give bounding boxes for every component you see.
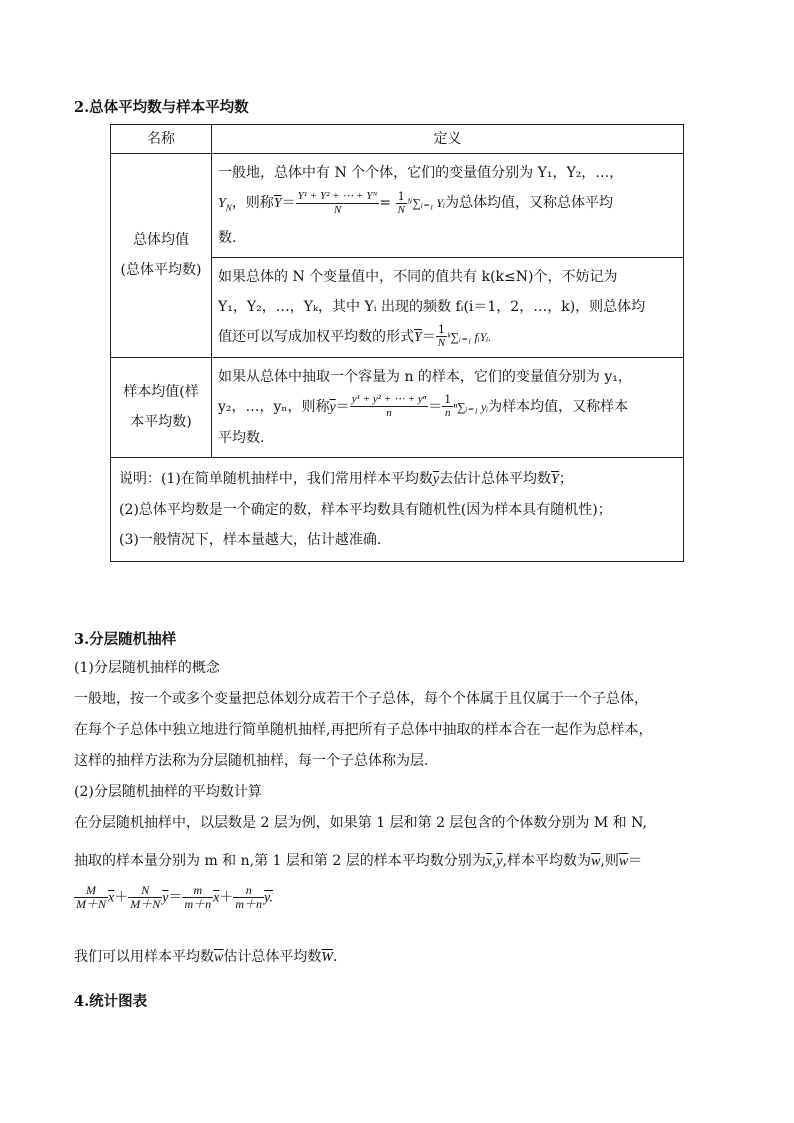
formula-frac2-num: N [128,884,162,898]
note-line1 [119,464,675,495]
note-line3: (3)一般情况下，样本量越大，估计越准确. [119,531,382,548]
samp-def-frac-den: n [386,407,392,420]
weighted-mean-formula: $\frac{M}{M+N}$ $\overline{x}+$ $\frac{N}{M+N}$ $\overline{y}=$ $\frac{m}{m+n}$ $\overline{x}+$ $\frac{n}{m+n}$ y. [76,883,273,911]
section-3-p2-line1: 在分层随机抽样中，以层数是 2 层为例，如果第 1 层和第 2 层包含的个体数分别为 M 和 N, [74,815,647,831]
note-line1-ybar: $\overline{y}$ [432,471,440,487]
population-mean-name [111,154,212,358]
p3-wbar: $\overline{w}$ [214,950,224,965]
section-3-p1-line2: 在每个子总体中独立地进行简单随机抽样,再把所有子总体中抽取的样本合在一起作为总样本， [74,722,653,738]
p2-ybar: $\overline{y}$ [496,854,503,869]
p2-eq: ＝ [628,853,643,869]
formula-frac2-den: M＋N [130,897,161,911]
pop-def1-frac2-den: N [397,203,405,216]
formula-frac3-den: m＋n [184,897,212,911]
pop-def1-text-c: 为总体均值，又称总体平均 [444,195,613,211]
p3-a: 我们可以用样本平均数 [74,949,214,965]
samp-def-frac2 [442,393,453,420]
formula-frac3-num: m [182,884,213,898]
note-line1-Ybar: $\overline{Y}$ [551,471,559,487]
pop-def2-text-a: 值还可以写成加权平均数的形式 [218,328,414,345]
pop-def1-frac2 [396,190,407,217]
population-mean-definition-1 [212,154,684,258]
p3-c: . [333,949,338,965]
formula-frac2 [128,884,162,911]
population-mean-name-line2: (总体平均数) [120,262,202,279]
pop-def1-eq2: = [379,195,396,211]
pop-def1-text-b: ，则称 [231,195,274,211]
section-3-heading: 3.分层随机抽样 [74,631,177,648]
pop-def1-sub-N: N [225,202,232,213]
p2-xbar: $\overline{x}$ [485,854,492,869]
sample-mean-name-line1: 样本均值(样 [123,384,199,401]
formula-frac1 [74,884,108,911]
pop-def2-frac-num: 1 [436,323,447,337]
table-note [111,457,684,561]
section-3-p3 [74,946,337,966]
section-3-p1-line1: 一般地，按一个或多个变量把总体划分成若干个子总体，每个个体属于且仅属于一个子总体， [74,691,648,707]
pop-def2-sum: ᵏ∑ᵢ₌₁ fᵢYᵢ. [447,329,492,344]
formula-frac4 [233,884,264,911]
formula-xbar2: $\overline{x}$ [213,890,220,906]
pop-def1-Y: Y [218,196,226,211]
formula-frac1-num: M [74,884,108,898]
pop-def1-frac-den: N [333,203,342,216]
samp-def-sum: ⁿ∑ᵢ₌₁ yᵢ [453,399,489,414]
sample-mean-name [111,357,212,457]
p3-b: 估计总体平均数 [223,949,322,965]
population-mean-definition-2 [212,257,684,357]
pop-def1-frac [296,190,380,217]
formula-frac4-den: m＋n [235,897,263,911]
formula-ybar2: y. [264,890,273,906]
table-header-definition: 定义 [212,125,684,154]
section-3-sub2: (2)分层随机抽样的平均数计算 [74,784,262,800]
p2-line2-a: 抽取的样本量分别为 m 和 n,第 1 层和第 2 层的样本平均数分别为 [74,853,486,869]
pop-def1-Ybar: $\overline{Y}$ [273,196,282,211]
samp-def-frac2-num: 1 [444,393,452,407]
pop-def1-frac-num: Y¹ + Y² + ⋯ + Yᴺ [297,189,378,202]
sample-mean-name-line2: 本平均数) [130,414,192,431]
samp-def-text-b: 为样本均值，又称样本 [488,398,629,415]
p2-line2-b: ,样本平均数为 [502,853,592,869]
note-line2: (2)总体平均数是一个确定的数，样本平均数具有随机性(因为样本具有随机性)； [119,501,612,518]
samp-def-ybar: $\overline{y}$ [329,399,336,415]
sample-mean-definition [212,357,684,457]
note-line1-a: 说明：(1)在简单随机抽样中，我们常用样本平均数 [119,470,433,487]
section-3-p1-line3: 这样的抽样方法称为分层随机抽样，每一个子总体称为层. [74,753,429,769]
pop-def2-line2: Y₁，Y₂，…，Yₖ，其中 Yᵢ 出现的频数 fᵢ(i＝1，2，…，k)，则总体均 [218,298,646,315]
table-header-name: 名称 [111,125,212,154]
formula-frac4-num: n [233,884,264,898]
pop-def1-frac2-num: 1 [396,190,407,204]
formula-xbar1: $\overline{x}$ [108,890,115,906]
pop-def2-line1: 如果总体的 N 个变量值中，不同的值共有 k(k≤N)个，不妨记为 [218,268,618,285]
pop-def1-line3: 数. [218,229,237,246]
samp-def-text-a: y₂，…，yₙ，则称 [218,398,330,415]
pop-def1-sum: ᴺ∑ᵢ₌₁ Yᵢ [406,196,445,210]
note-line1-c: ； [558,470,573,487]
samp-def-frac2-den: n [444,407,451,420]
formula-frac1-den: M＋N [76,897,107,911]
formula-frac3 [182,884,213,911]
p2-line2-c: ,则 [600,853,619,869]
p2-wbar2: $\overline{w}$ [618,854,629,869]
samp-def-frac-num: y¹ + y² + ⋯ + yⁿ [351,393,427,406]
note-line1-b: 去估计总体平均数 [439,470,552,487]
pop-def1-line1: 一般地，总体中有 N 个个体，它们的变量值分别为 Y₁，Y₂，…， [218,165,624,181]
section-3-sub1: (1)分层随机抽样的概念 [74,660,220,676]
pop-def2-line3: 值还可以写成加权平均数的形式$\overline{Y}=$ $\frac{1}{N}$ ᵏ∑ᵢ₌₁ fᵢYᵢ. [218,323,492,350]
samp-def-line1: 如果从总体中抽取一个容量为 n 的样本，它们的变量值分别为 y₁， [218,368,632,385]
section-2-heading: 2.总体平均数与样本平均数 [74,99,249,116]
section-3-p2-line2: 抽取的样本量分别为 m 和 n,第 1 层和第 2 层的样本平均数分别为$\overline{x},\overline{y}$,样本平均数为$\overline{w}$,则$\overline{w}=$ [74,853,643,869]
pop-def2-frac-den: N [437,337,446,350]
pop-def2-frac [436,323,447,350]
p3-Wbar: $\overline{W}$ [321,950,334,965]
samp-def-frac [350,393,428,420]
pop-def2-Ybar: $\overline{Y}$ [414,329,422,345]
p2-wbar: $\overline{w}$ [591,854,601,869]
pop-def1-line2: $Y_N$，则称$\overline{Y}=$ $\frac{\text{Y¹ + Y² + ⋯ + Yᴺ}}{N}$ = $\frac{1}{N}$ ᴺ∑ᵢ₌₁ Yᵢ为总体均值，又称总体平均 [218,189,613,216]
samp-def-line3: 平均数. [218,429,265,446]
section-4-heading: 4.统计图表 [74,993,148,1010]
definition-table [110,124,684,562]
population-mean-name-line1: 总体均值 [133,232,189,249]
samp-def-line2: y₂，…，yₙ，则称$\overline{y}=$ $\frac{\text{y¹ + y² + ⋯ + yⁿ}}{n}$ ＝ $\frac{1}{n}$ ⁿ∑ᵢ₌₁ yᵢ为样本均值，又称样本 [218,393,629,420]
formula-ybar1: $\overline{y}$ [162,890,169,906]
